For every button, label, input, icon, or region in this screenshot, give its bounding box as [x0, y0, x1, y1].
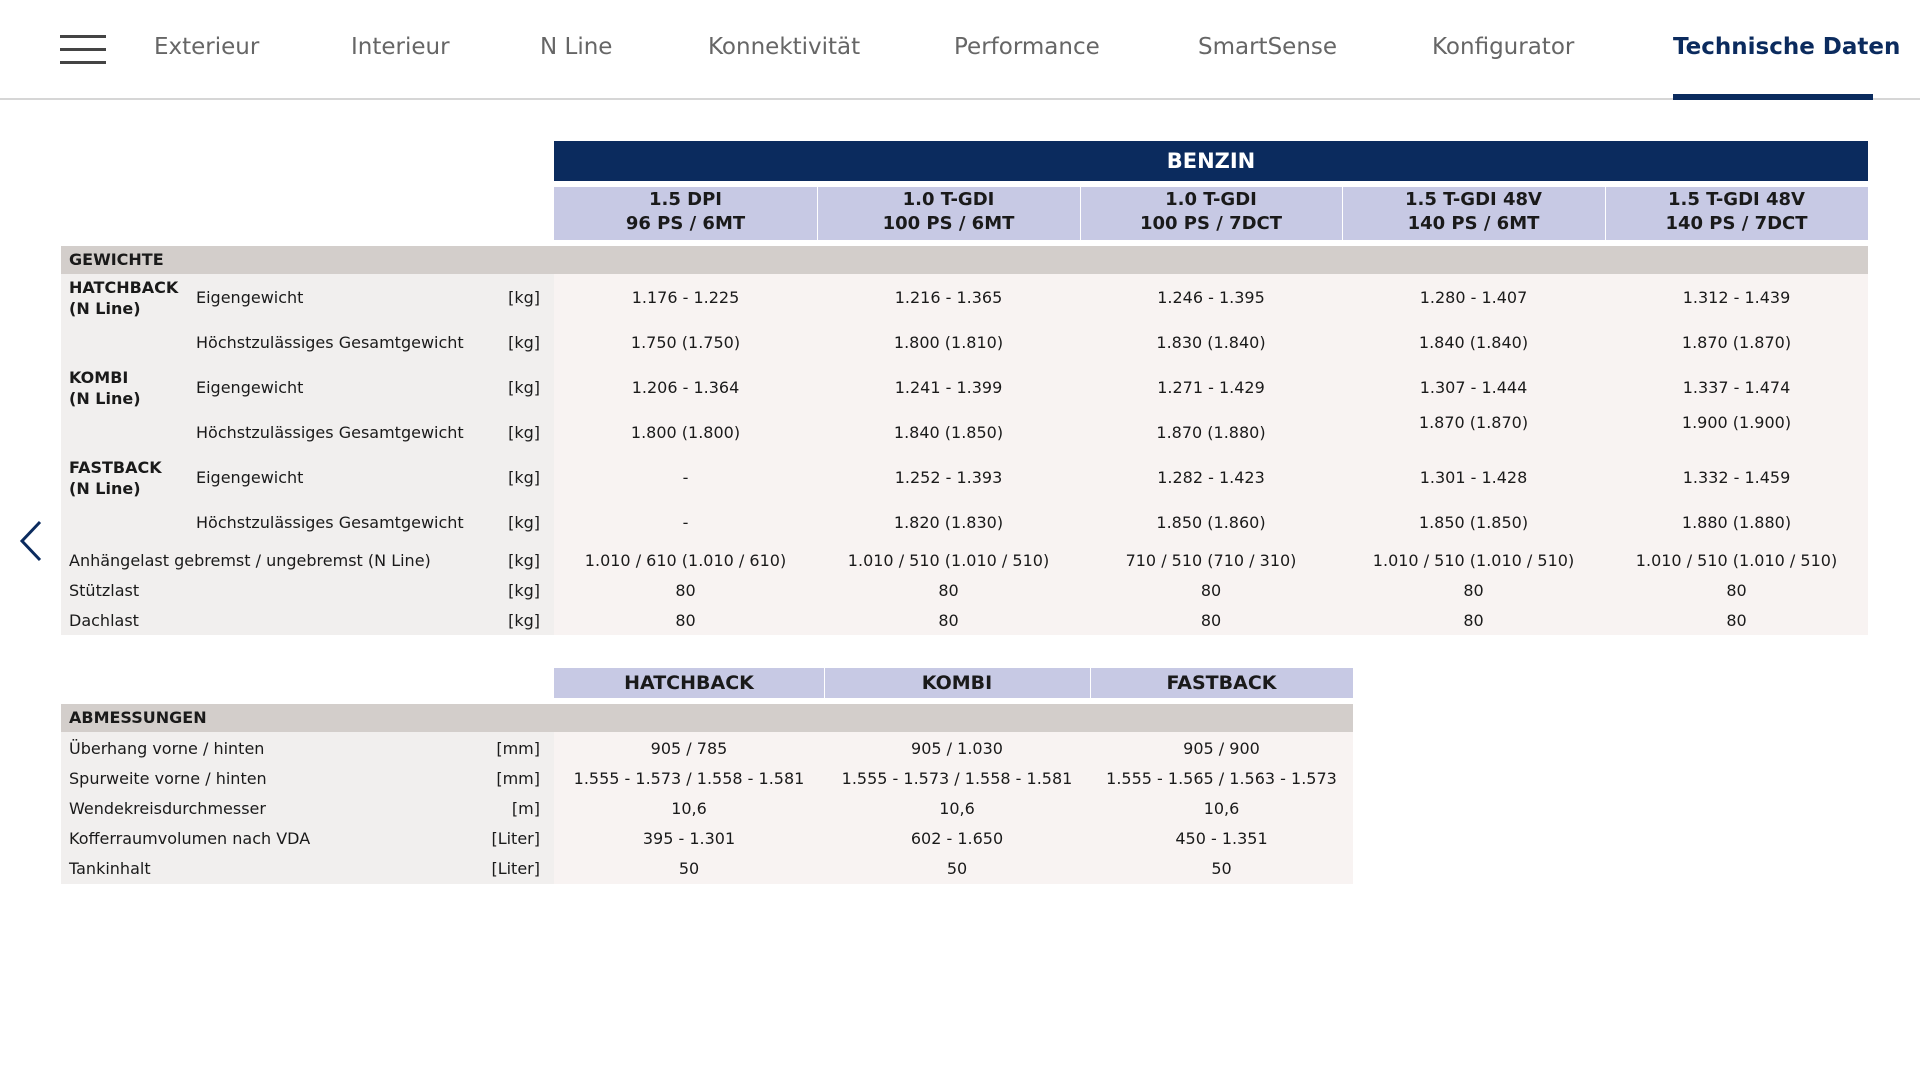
column-divider [1090, 668, 1091, 698]
top-navigation [0, 0, 1920, 100]
row-label: Eigengewicht [196, 468, 304, 487]
table-cell: 1.010 / 510 (1.010 / 510) [1372, 551, 1575, 570]
active-tab-indicator [1673, 94, 1873, 100]
group-sub: (N Line) [69, 299, 141, 318]
variant-engine: 1.5 T-GDI 48V [1405, 189, 1542, 210]
row-unit: [kg] [508, 551, 540, 570]
group-label-kombi [69, 367, 141, 409]
variant-header [1342, 187, 1605, 240]
table-cell: 1.216 - 1.365 [894, 288, 1003, 307]
table-cell: 1.870 (1.880) [1156, 423, 1266, 442]
table-cell: 80 [675, 581, 696, 600]
table-cell: 80 [938, 581, 959, 600]
nav-item-konnektivitaet[interactable]: Konnektivität [708, 34, 861, 60]
table-cell: 50 [678, 859, 700, 878]
table-cell: 1.206 - 1.364 [631, 378, 740, 397]
variant-spec: 100 PS / 6MT [882, 213, 1015, 234]
table-cell: 10,6 [1203, 799, 1240, 818]
column-divider [1080, 187, 1081, 240]
row-unit: [mm] [496, 739, 540, 758]
row-label: Anhängelast gebremst / ungebremst (N Line) [69, 551, 431, 570]
previous-page-arrow-icon[interactable] [16, 518, 46, 564]
group-label-fastback [69, 457, 162, 499]
row-unit: [kg] [508, 378, 540, 397]
fuel-type-header: BENZIN [554, 141, 1868, 181]
table-cell: 80 [1200, 611, 1222, 630]
table-cell: 1.850 (1.860) [1156, 513, 1266, 532]
row-label: Eigengewicht [196, 288, 304, 307]
table-cell: 80 [1726, 581, 1747, 600]
table-cell: 602 - 1.650 [910, 829, 1004, 848]
table-cell: 1.271 - 1.429 [1157, 378, 1265, 397]
table-cell: 1.312 - 1.439 [1682, 288, 1791, 307]
table-cell: 1.010 / 510 (1.010 / 510) [1635, 551, 1838, 570]
variant-header [554, 187, 817, 240]
section-title-gewichte: GEWICHTE [61, 246, 1868, 274]
table-cell: 1.880 (1.880) [1681, 513, 1792, 532]
table-cell: 50 [946, 859, 968, 878]
table-cell: 80 [675, 611, 696, 630]
nav-item-performance[interactable]: Performance [954, 34, 1100, 60]
variant-header [1080, 187, 1342, 240]
variant-spec: 140 PS / 7DCT [1665, 213, 1808, 234]
table-cell: 1.252 - 1.393 [894, 468, 1003, 487]
row-label: Wendekreisdurchmesser [69, 799, 266, 818]
table-cell: - [682, 513, 689, 532]
body-type-header: FASTBACK [1090, 668, 1353, 698]
table-cell: 1.850 (1.850) [1418, 513, 1529, 532]
body-type-header: HATCHBACK [554, 668, 824, 698]
column-divider [1342, 187, 1343, 240]
table-cell: 905 / 1.030 [911, 739, 1003, 758]
table-cell: 1.800 (1.800) [630, 423, 741, 442]
column-divider [1605, 187, 1606, 240]
table-cell: 80 [1463, 611, 1484, 630]
variant-spec: 140 PS / 6MT [1407, 213, 1540, 234]
table-cell: 1.282 - 1.423 [1157, 468, 1265, 487]
table-cell: 10,6 [939, 799, 975, 818]
table-cell: 1.840 (1.840) [1418, 333, 1529, 352]
variant-header [817, 187, 1080, 240]
table-cell: 1.830 (1.840) [1156, 333, 1266, 352]
table-cell: 1.800 (1.810) [893, 333, 1004, 352]
nav-item-smartsense[interactable]: SmartSense [1198, 34, 1338, 60]
table-cell: 1.241 - 1.399 [894, 378, 1003, 397]
table-cell: 1.870 (1.870) [1681, 333, 1792, 352]
row-unit: [kg] [508, 581, 540, 600]
table-cell: 80 [1726, 611, 1747, 630]
table-cell: 1.280 - 1.407 [1419, 288, 1528, 307]
table-cell: 50 [1211, 859, 1232, 878]
row-label: Eigengewicht [196, 378, 304, 397]
hamburger-menu-icon[interactable] [60, 35, 106, 65]
row-unit: [kg] [508, 513, 540, 532]
row-unit: [kg] [508, 611, 540, 630]
table-cell: - [682, 468, 689, 487]
row-unit: [kg] [508, 423, 540, 442]
nav-item-n-line[interactable]: N Line [540, 34, 613, 60]
table-cell: 80 [1463, 581, 1484, 600]
section-title-abmessungen: ABMESSUNGEN [61, 704, 1353, 732]
variant-spec: 96 PS / 6MT [625, 213, 746, 234]
nav-item-exterieur[interactable]: Exterieur [154, 34, 260, 60]
column-divider [817, 187, 818, 240]
row-label: Spurweite vorne / hinten [69, 769, 267, 788]
row-label: Tankinhalt [69, 859, 151, 878]
table-cell: 1.840 (1.850) [893, 423, 1004, 442]
group-name: HATCHBACK [69, 278, 179, 297]
table-cell: 905 / 785 [650, 739, 728, 758]
row-label: Dachlast [69, 611, 139, 630]
row-unit: [m] [511, 799, 540, 818]
table-cell: 450 - 1.351 [1175, 829, 1268, 848]
nav-item-technische-daten[interactable]: Technische Daten [1673, 34, 1901, 60]
table-cell: 1.555 - 1.565 / 1.563 - 1.573 [1106, 769, 1337, 788]
table-cell: 710 / 510 (710 / 310) [1125, 551, 1297, 570]
table-cell: 1.555 - 1.573 / 1.558 - 1.581 [573, 769, 805, 788]
table-cell: 10,6 [671, 799, 707, 818]
table-cell: 1.820 (1.830) [893, 513, 1004, 532]
variant-engine: 1.5 DPI [649, 189, 722, 210]
table-cell: 1.301 - 1.428 [1419, 468, 1528, 487]
column-divider [824, 668, 825, 698]
row-unit: [Liter] [491, 859, 540, 878]
row-unit: [mm] [496, 769, 540, 788]
table-cell: 1.337 - 1.474 [1682, 378, 1791, 397]
variant-spec: 100 PS / 7DCT [1139, 213, 1283, 234]
group-label-hatchback [69, 277, 178, 319]
table-cell: 1.332 - 1.459 [1682, 468, 1791, 487]
group-name: FASTBACK [69, 458, 162, 477]
variant-engine: 1.0 T-GDI [902, 189, 995, 210]
table-cell: 80 [1200, 581, 1222, 600]
row-label: Stützlast [69, 581, 140, 600]
group-sub: (N Line) [69, 479, 141, 498]
row-label: Kofferraumvolumen nach VDA [69, 829, 311, 848]
table-cell: 80 [938, 611, 959, 630]
table-cell: 1.870 (1.870) [1418, 413, 1529, 432]
row-label: Höchstzulässiges Gesamtgewicht [196, 423, 464, 442]
table-cell: 1.246 - 1.395 [1157, 288, 1265, 307]
nav-item-konfigurator[interactable]: Konfigurator [1432, 34, 1575, 60]
row-unit: [Liter] [491, 829, 540, 848]
variant-header [1605, 187, 1868, 240]
group-sub: (N Line) [69, 389, 141, 408]
row-unit: [kg] [508, 468, 540, 487]
table-cell: 1.307 - 1.444 [1419, 378, 1528, 397]
body-type-header: KOMBI [824, 668, 1090, 698]
row-label: Höchstzulässiges Gesamtgewicht [196, 333, 464, 352]
nav-item-interieur[interactable]: Interieur [351, 34, 450, 60]
variant-engine: 1.5 T-GDI 48V [1668, 189, 1805, 210]
table-cell: 395 - 1.301 [642, 829, 736, 848]
variant-engine: 1.0 T-GDI [1165, 189, 1257, 210]
table-cell: 1.010 / 610 (1.010 / 610) [584, 551, 787, 570]
row-unit: [kg] [508, 288, 540, 307]
table-cell: 1.176 - 1.225 [631, 288, 740, 307]
table-cell: 1.555 - 1.573 / 1.558 - 1.581 [841, 769, 1073, 788]
table-cell: 1.750 (1.750) [630, 333, 741, 352]
group-name: KOMBI [69, 368, 129, 387]
row-unit: [kg] [508, 333, 540, 352]
table-cell: 1.010 / 510 (1.010 / 510) [847, 551, 1050, 570]
table-cell: 905 / 900 [1183, 739, 1260, 758]
row-label: Überhang vorne / hinten [69, 739, 265, 758]
table-cell: 1.900 (1.900) [1681, 413, 1792, 432]
row-label: Höchstzulässiges Gesamtgewicht [196, 513, 464, 532]
